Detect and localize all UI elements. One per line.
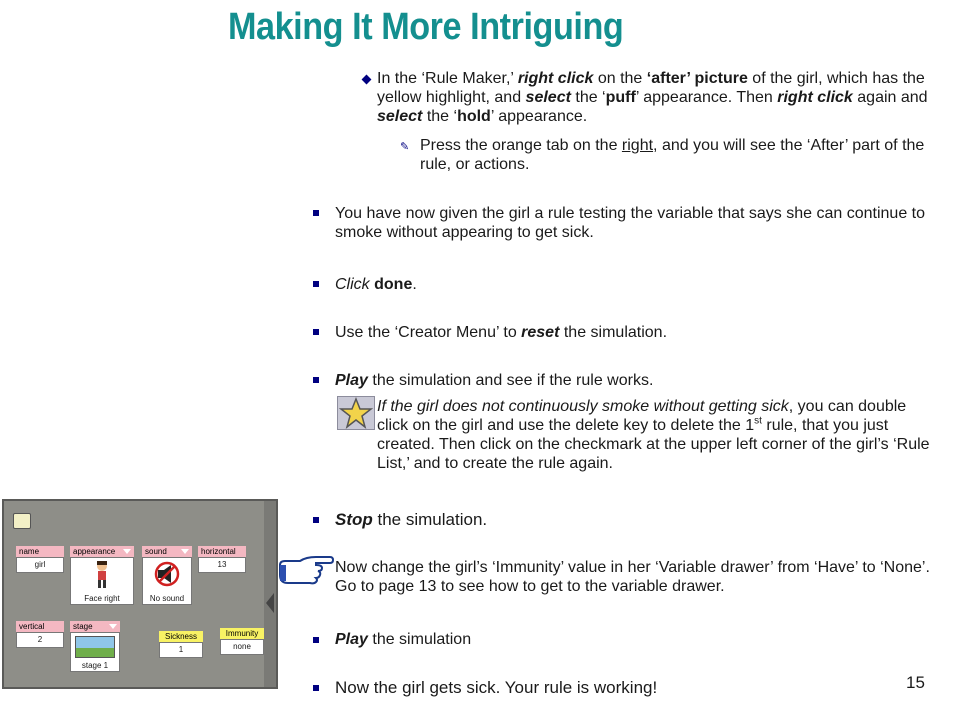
pointing-hand-icon <box>276 555 334 585</box>
attr-value: 13 <box>198 557 246 573</box>
attr-value: No sound <box>149 594 185 603</box>
page-title: Making It More Intriguing <box>228 6 624 48</box>
sound-thumbnail <box>142 557 192 605</box>
attr-label: vertical <box>16 621 64 632</box>
star-icon <box>337 396 375 430</box>
attr-label: appearance <box>73 547 116 556</box>
attr-appearance[interactable] <box>70 546 134 605</box>
drawer-icon <box>13 513 31 529</box>
square-bullet-icon <box>313 377 319 383</box>
variable-drawer-screenshot <box>2 499 278 689</box>
diamond-bullet-icon <box>362 75 372 85</box>
attr-value: 2 <box>16 632 64 648</box>
bullet-stop: Stop the simulation. <box>335 510 488 529</box>
square-bullet-icon <box>313 637 319 643</box>
attr-vertical[interactable] <box>16 621 64 648</box>
bullet-rule-maker: In the ‘Rule Maker,’ right click on the ‘after’ picture of the girl, which has the yellow highlight, and select the ‘puff’ appearance. Then right click again and select the ‘hold’ appearance. <box>377 70 928 125</box>
attr-value: 1 <box>159 642 203 658</box>
attr-label: name <box>16 546 64 557</box>
star-note: If the girl does not continuously smoke without getting sick, you can double click on the girl and use the delete key to delete the 1st rule, that you just created. Then click on the checkmark at the upper left corner of the girl’s ‘Rule List,’ and to create the rule again. <box>377 398 930 472</box>
attr-value: none <box>220 639 264 655</box>
appearance-thumbnail <box>70 557 134 605</box>
bullet-immunity: Now change the girl’s ‘Immunity’ value in her ‘Variable drawer’ from ‘Have’ to ‘None’. Go to page 13 to see how to get to the variable drawer. <box>335 559 930 595</box>
bullet-play-check: Play the simulation and see if the rule works. <box>335 372 654 389</box>
attr-label: horizontal <box>198 546 246 557</box>
attr-label: sound <box>145 547 167 556</box>
pen-bullet-icon: ✎ <box>400 140 410 153</box>
dropdown-icon <box>181 549 189 554</box>
dropdown-icon <box>109 624 117 629</box>
square-bullet-icon <box>313 517 319 523</box>
bullet-play-sim: Play the simulation <box>335 631 472 648</box>
girl-sprite-icon <box>89 560 115 590</box>
bullet-working: Now the girl gets sick. Your rule is working! <box>335 678 658 697</box>
attr-value: stage 1 <box>81 661 109 670</box>
square-bullet-icon <box>313 685 319 691</box>
attr-sickness[interactable] <box>159 631 203 658</box>
attr-stage[interactable] <box>70 621 120 672</box>
attr-horizontal[interactable] <box>198 546 246 573</box>
stage-thumbnail <box>70 632 120 672</box>
attr-label: stage <box>73 622 93 631</box>
attr-value: Face right <box>84 594 120 603</box>
no-sound-icon <box>154 561 180 587</box>
square-bullet-icon <box>313 281 319 287</box>
attr-name[interactable] <box>16 546 64 573</box>
attr-immunity[interactable] <box>220 628 264 655</box>
attr-label: Sickness <box>159 631 203 642</box>
dropdown-icon <box>123 549 131 554</box>
attr-label: Immunity <box>220 628 264 639</box>
scroll-left-icon[interactable] <box>266 593 274 613</box>
bullet-rule-testing: You have now given the girl a rule testing the variable that says she can continue to smoke without appearing to get sick. <box>335 205 926 241</box>
square-bullet-icon <box>313 210 319 216</box>
page-number: 15 <box>906 673 925 692</box>
sub-bullet-orange-tab: Press the orange tab on the right, and you will see the ‘After’ part of the rule, or actions. <box>420 137 925 173</box>
attr-sound[interactable] <box>142 546 192 605</box>
stage-preview-icon <box>75 636 115 658</box>
attr-value: girl <box>16 557 64 573</box>
bullet-click-done: Click done. <box>335 276 417 293</box>
square-bullet-icon <box>313 329 319 335</box>
bullet-reset: Use the ‘Creator Menu’ to reset the simulation. <box>335 324 668 341</box>
